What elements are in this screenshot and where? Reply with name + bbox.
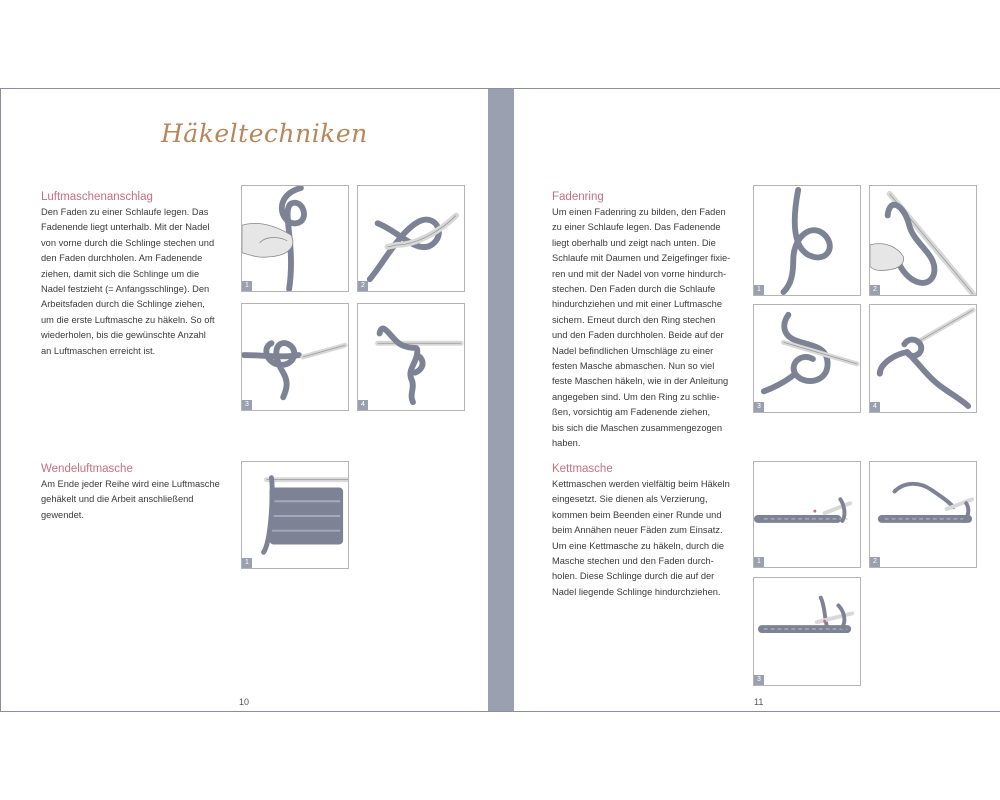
illustration-slip-knot-step-1 <box>241 185 349 292</box>
figure-number: 2 <box>870 285 880 295</box>
section-heading: Fadenring <box>552 191 604 203</box>
illustration-slip-knot-step-3 <box>241 303 349 411</box>
illustration-turning-chain <box>241 461 349 569</box>
yarn-illustration <box>358 186 464 291</box>
figure-number: 1 <box>242 281 252 291</box>
page-number: 11 <box>754 697 764 707</box>
book-spread <box>0 88 1000 712</box>
page-number: 10 <box>239 697 250 707</box>
figure-number: 4 <box>870 402 880 412</box>
figure-number: 3 <box>242 400 252 410</box>
yarn-illustration <box>754 186 860 295</box>
section-text: Kettmaschen werden vielfältig beim Häkeln eingesetzt. Sie dienen als Verzierung, kommen beim Beenden einer Runde und beim Annähen neuer Fäden zum Einsatz. Um eine Kettmasche zu häkeln, durch die Masche stechen und den Faden durch- holen. Diese Schlinge durch die auf der Nadel liegende Schlinge hindurchziehen. <box>552 479 730 597</box>
illustration-magic-ring-step-1 <box>753 185 861 296</box>
yarn-illustration <box>754 462 860 567</box>
illustration-slip-stitch-step-1 <box>753 461 861 568</box>
yarn-illustration <box>242 304 348 410</box>
section-wendeluftmasche <box>41 463 241 523</box>
illustration-slip-stitch-step-2 <box>869 461 977 568</box>
left-page <box>0 89 488 711</box>
figure-number: 3 <box>754 402 764 412</box>
page-gutter <box>488 89 514 711</box>
section-heading: Wendeluftmasche <box>41 463 133 475</box>
section-heading: Kettmasche <box>552 463 613 475</box>
illustration-slip-knot-step-4 <box>357 303 465 411</box>
yarn-illustration <box>754 578 860 685</box>
section-kettmasche <box>552 463 754 600</box>
section-text: Um einen Fadenring zu bilden, den Faden zu einer Schlaufe legen. Das Fadenende liegt oberhalb und zeigt nach unten. Die Schlaufe mit Daumen und Zeigefinger fixie- ren und mit der Nadel von vorne hindurch- stechen. Den Faden durch die Schlaufe hindurchziehen und mit einer Luftmasche sichern. Erneut durch den Ring stechen und den Faden durchholen. Beide auf der Nadel befindlichen Umschläge zu einer festen Masche abmaschen. Nun so viel feste Maschen häkeln, wie in der Anleitung angegeben sind. Um den Ring zu schlie- ßen, vorsichtig am Fadenende ziehen, bis sich die Maschen zusammengezogen haben. <box>552 207 731 449</box>
figure-number: 1 <box>242 558 252 568</box>
yarn-illustration <box>242 462 348 568</box>
yarn-illustration <box>870 186 976 295</box>
yarn-illustration <box>870 305 976 412</box>
figure-number: 4 <box>358 400 368 410</box>
figure-number: 3 <box>754 675 764 685</box>
yarn-illustration <box>358 304 464 410</box>
illustration-slip-stitch-step-3 <box>753 577 861 686</box>
section-heading: Luftmaschenanschlag <box>41 191 153 203</box>
section-fadenring <box>552 191 754 452</box>
section-text: Den Faden zu einer Schlaufe legen. Das Fadenende liegt unterhalb. Mit der Nadel von vorne durch die Schlinge stechen und den Faden durchholen. Am Fadenende ziehen, damit sich die Schlinge um die Nadel festzieht (= Anfangsschlinge). Den Arbeitsfaden durch die Schlinge ziehen, um die erste Luftmasche zu häkeln. So oft wiederholen, bis die gewünschte Anzahl an Luftmaschen erreicht ist. <box>41 207 215 356</box>
yarn-illustration <box>754 305 860 412</box>
yarn-illustration <box>870 462 976 567</box>
section-text: Am Ende jeder Reihe wird eine Luftmasche gehäkelt und die Arbeit anschließend gewendet. <box>41 479 220 520</box>
page-title: Häkeltechniken <box>161 119 368 148</box>
figure-number: 2 <box>358 281 368 291</box>
figure-number: 1 <box>754 557 764 567</box>
right-page <box>514 89 1000 711</box>
illustration-magic-ring-step-4 <box>869 304 977 413</box>
section-luftmaschenanschlag <box>41 191 241 359</box>
figure-number: 2 <box>870 557 880 567</box>
illustration-magic-ring-step-2 <box>869 185 977 296</box>
figure-number: 1 <box>754 285 764 295</box>
yarn-illustration <box>242 186 348 291</box>
illustration-slip-knot-step-2 <box>357 185 465 292</box>
illustration-magic-ring-step-3 <box>753 304 861 413</box>
